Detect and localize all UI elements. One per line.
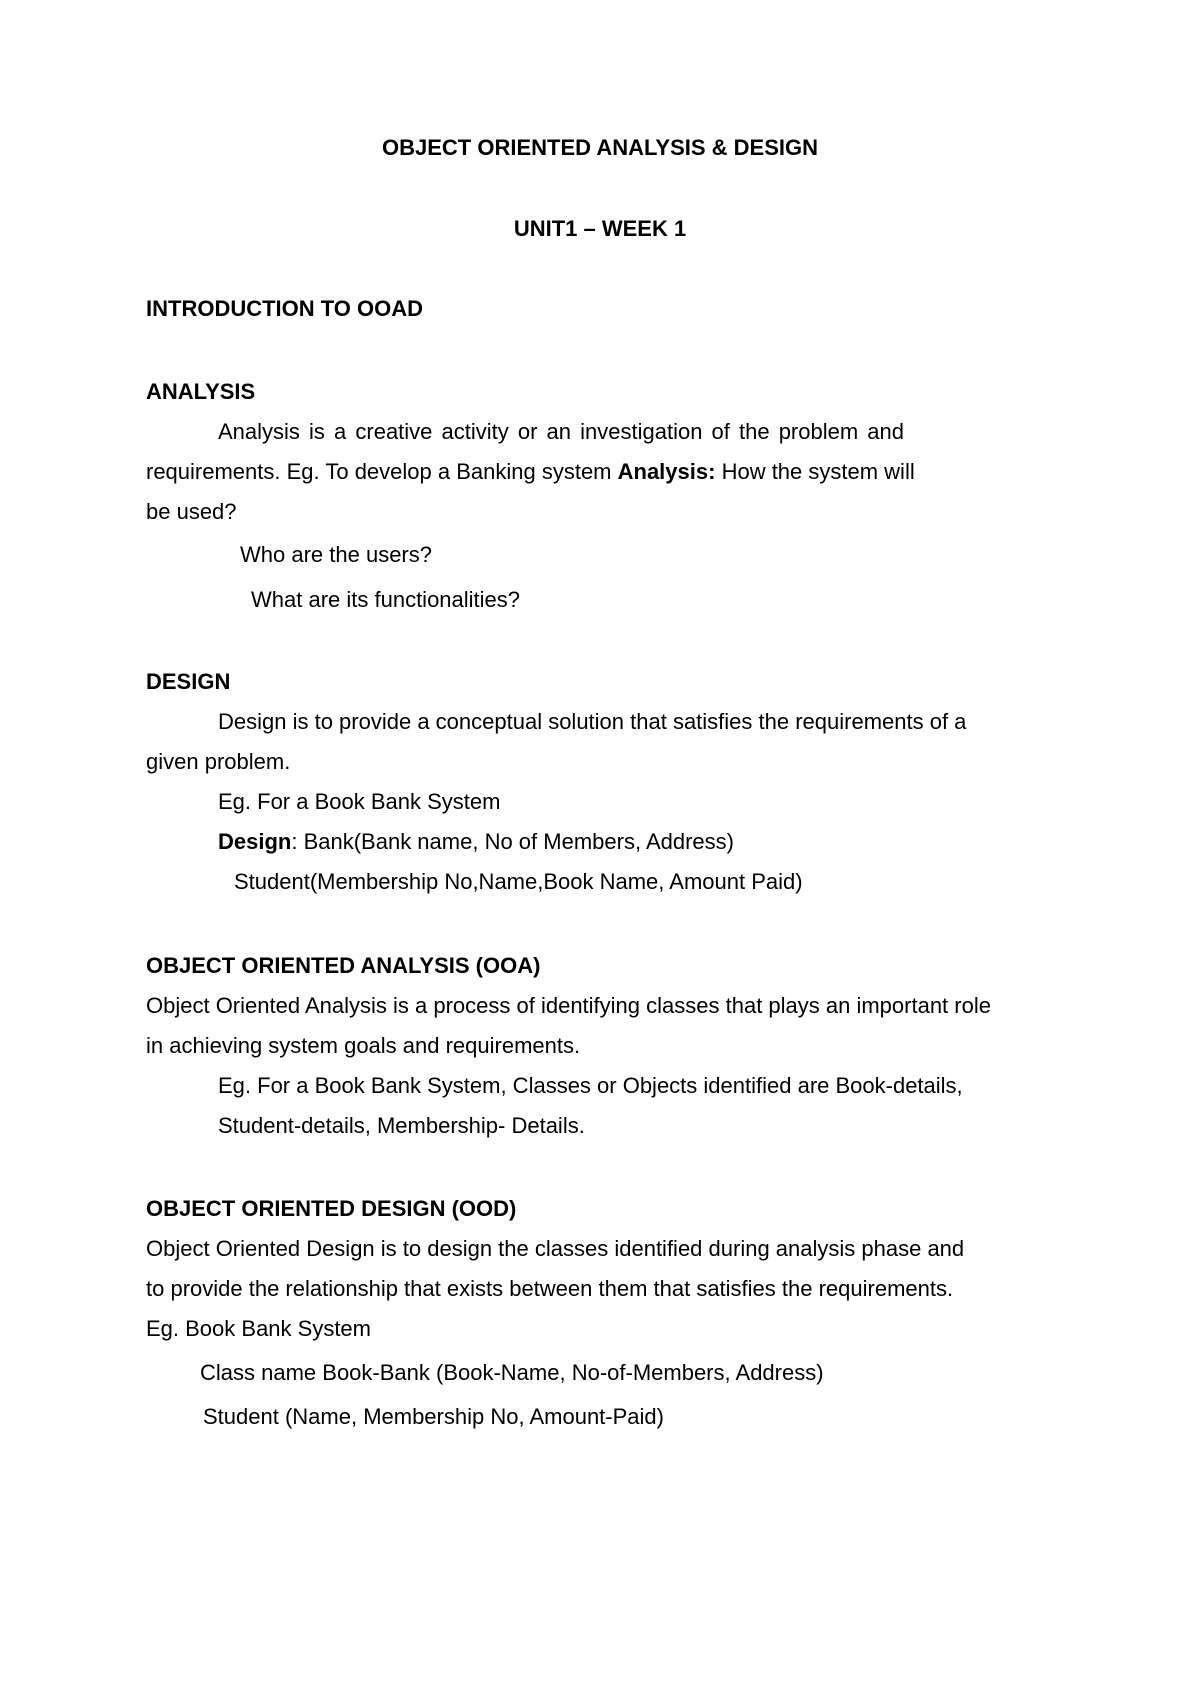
design-student-line: Student(Membership No,Name,Book Name, Amount Paid) xyxy=(234,869,803,894)
analysis-line-3: be used? xyxy=(146,499,237,524)
analysis-question-2: What are its functionalities? xyxy=(251,587,521,612)
analysis-question-1: Who are the users? xyxy=(240,542,432,567)
ood-example: Eg. Book Bank System xyxy=(146,1316,371,1341)
design-bank-line xyxy=(218,828,734,856)
document-title: OBJECT ORIENTED ANALYSIS & DESIGN xyxy=(382,135,818,160)
analysis-line-2-post: How the system will xyxy=(715,459,915,484)
ooa-example-2: Student-details, Membership- Details. xyxy=(218,1113,585,1138)
analysis-heading: ANALYSIS xyxy=(146,379,256,404)
design-heading: DESIGN xyxy=(146,669,231,694)
analysis-inline-label: Analysis: xyxy=(617,459,716,484)
ood-line-1: Object Oriented Design is to design the classes identified during analysis phase and xyxy=(146,1236,965,1261)
ood-class-2: Student (Name, Membership No, Amount-Paid) xyxy=(203,1404,664,1429)
analysis-line-1: Analysis is a creative activity or an investigation of the problem and xyxy=(218,419,904,444)
ooa-line-2: in achieving system goals and requirements. xyxy=(146,1033,581,1058)
design-example: Eg. For a Book Bank System xyxy=(218,789,501,814)
design-bank-text: : Bank(Bank name, No of Members, Address) xyxy=(291,829,734,854)
document-subtitle: UNIT1 – WEEK 1 xyxy=(513,216,687,241)
ood-heading: OBJECT ORIENTED DESIGN (OOD) xyxy=(146,1196,517,1221)
design-line-2: given problem. xyxy=(146,749,291,774)
design-label: Design xyxy=(218,829,292,854)
ood-class-1: Class name Book-Bank (Book-Name, No-of-Members, Address) xyxy=(200,1360,824,1385)
analysis-line-2-pre: requirements. Eg. To develop a Banking system xyxy=(146,459,618,484)
ooa-heading: OBJECT ORIENTED ANALYSIS (OOA) xyxy=(146,953,541,978)
analysis-line-2 xyxy=(146,458,915,486)
ooa-example-1: Eg. For a Book Bank System, Classes or Objects identified are Book-details, xyxy=(218,1073,963,1098)
intro-heading: INTRODUCTION TO OOAD xyxy=(146,296,424,321)
ooa-line-1: Object Oriented Analysis is a process of identifying classes that plays an important role xyxy=(146,993,991,1018)
design-line-1: Design is to provide a conceptual solution that satisfies the requirements of a xyxy=(218,709,967,734)
ood-line-2: to provide the relationship that exists between them that satisfies the requirements. xyxy=(146,1276,954,1301)
